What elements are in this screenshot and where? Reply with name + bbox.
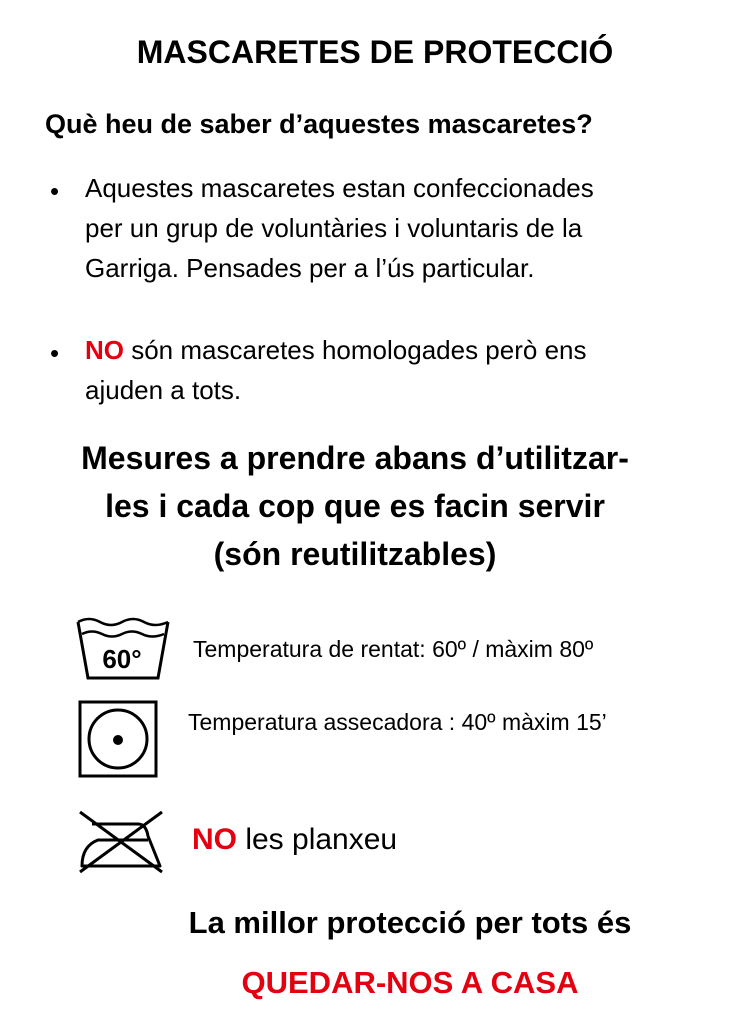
page-title: MASCARETES DE PROTECCIÓ — [136, 34, 614, 70]
footer-call-to-action: QUEDAR-NOS A CASA — [241, 965, 579, 1000]
measures-line-2: les i cada cop que es facin servir — [105, 488, 605, 524]
bullet-1-line-1: Aquestes mascaretes estan confeccionades — [85, 173, 594, 203]
section-question: Què heu de saber d’aquestes mascaretes? — [45, 109, 593, 139]
wash-temperature-text: Temperatura de rentat: 60º / màxim 80º — [193, 636, 594, 662]
bullet-1-line-3: Garriga. Pensades per a l’ús particular. — [85, 253, 535, 283]
measures-line-1: Mesures a prendre abans d’utilitzar- — [81, 440, 629, 476]
bullet-mark-2: • — [50, 338, 60, 368]
do-not-iron-icon — [78, 810, 164, 874]
bullet-2-line-2: ajuden a tots. — [85, 375, 242, 405]
measures-line-3: (són reutilitzables) — [213, 536, 497, 572]
bullet-2-line-1 — [85, 330, 705, 370]
tumble-dry-low-icon — [78, 700, 158, 778]
wash-temperature-label: 60° — [102, 644, 142, 674]
wash-60-icon — [76, 616, 170, 680]
bullet-1-line-2: per un grup de voluntàries i voluntaris de la — [85, 213, 583, 243]
dryer-temperature-text: Temperatura assecadora : 40º màxim 15’ — [188, 709, 607, 735]
iron-no-emphasis: NO — [192, 823, 237, 856]
iron-instruction-text — [192, 820, 397, 860]
bullet-text-1 — [85, 168, 705, 288]
bullet-mark-1: • — [50, 176, 60, 206]
measures-heading — [0, 434, 710, 578]
bullet-text-2 — [85, 330, 705, 410]
footer-message: La millor protecció per tots és — [188, 905, 632, 940]
iron-instruction-rest: les planxeu — [237, 823, 398, 856]
bullet-2-line-1-rest: són mascaretes homologades però ens — [124, 335, 587, 365]
no-emphasis: NO — [85, 335, 124, 365]
